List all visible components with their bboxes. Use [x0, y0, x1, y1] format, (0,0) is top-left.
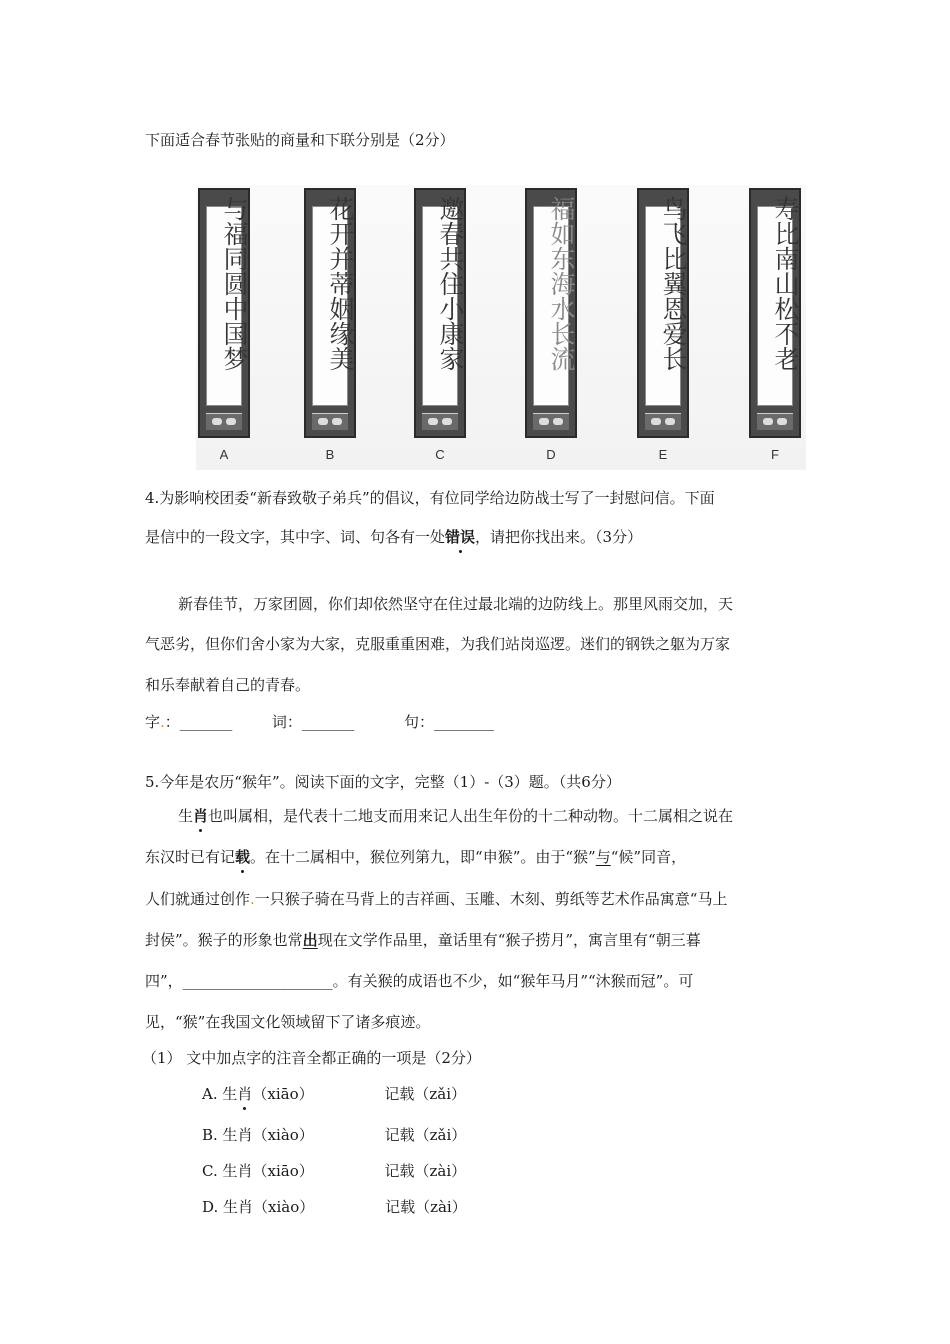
couplet-text-d: 福如东海水长流: [547, 196, 576, 371]
couplet-text-b: 花开并蒂姻缘美: [326, 196, 355, 371]
couplet-figure: [196, 185, 806, 470]
answer-ju-blank: 句：________: [403, 713, 494, 731]
q5-para-line-1: 生肖也叫属相，是代表十二地支而用来记人出生年份的十二种动物。十二属相之说在: [178, 807, 734, 825]
answer-zi-label: 字: [145, 713, 161, 731]
q5-sub-1: （1） 文中加点字的注音全都正确的一项是（2分）: [142, 1049, 481, 1067]
option-d: D. 生肖（xiào） 记载（zài）: [202, 1198, 467, 1216]
letter-line-2: 气恶劣，但你们舍小家为大家，克服重重困难，为我们站岗巡逻。迷们的钢铁之躯为万家: [145, 635, 731, 653]
couplet-scroll-b: [304, 188, 356, 438]
couplet-label-d: D: [546, 447, 556, 462]
couplet-label-c: C: [435, 447, 445, 462]
couplet-label-a: A: [219, 447, 229, 462]
couplet-scroll-e: [637, 188, 689, 438]
emphasis-error: 错误: [445, 528, 476, 546]
answer-zi-blank: ：_______: [164, 713, 233, 731]
couplet-scroll-a: [198, 188, 250, 438]
option-a: A. 生肖（xiāo） 记载（zǎi）: [202, 1085, 467, 1103]
couplet-label-f: F: [771, 447, 779, 462]
couplet-scroll-f: [749, 188, 801, 438]
q4-line-1: 4.为影响校团委“新春致敬子弟兵”的倡议，有位同学给边防战士写了一封慰问信。下面: [145, 489, 715, 507]
q5-title: 5.今年是农历“猴年”。阅读下面的文字，完整（1）-（3）题。（共6分）: [145, 773, 621, 791]
couplet-text-c: 邀春共住小康家: [436, 196, 465, 371]
q4-line-2: 是信中的一段文字，其中字、词、句各有一处错误，请把你找出来。（3分）: [145, 528, 643, 546]
answer-row: 字.：_______ 词：_______ 句：________: [145, 713, 494, 731]
couplet-label-e: E: [658, 447, 668, 462]
letter-line-1: 新春佳节，万家团圆，你们却依然坚守在住过最北端的边防线上。那里风雨交加，天: [178, 595, 734, 613]
couplet-text-f: 寿比南山松不老: [771, 196, 800, 371]
couplet-scroll-c: [414, 188, 466, 438]
letter-line-3: 和乐奉献着自己的青春。: [145, 676, 311, 694]
option-b: B. 生肖（xiào） 记载（zǎi）: [202, 1126, 467, 1144]
q5-para-line-5: 四”，____________________。有关猴的成语也不少，如“猴年马月”“沐猴而冠”。可: [145, 972, 694, 990]
q5-para-line-3: 人们就通过创作.一只猴子骑在马背上的吉祥画、玉雕、木刻、剪纸等艺术作品寓意“马上: [145, 890, 728, 908]
answer-ci-blank: 词：_______: [271, 713, 355, 731]
q5-para-line-2: 东汉时已有记载。在十二属相中，猴位列第九，即“申猴”。由于“猴”与“候”同音，: [145, 848, 687, 866]
q5-para-line-4: 封侯”。猴子的形象也常出现在文学作品里，童话里有“猴子捞月”，寓言里有“朝三暮: [145, 931, 701, 949]
couplet-text-e: 鸟飞比翼恩爱长: [659, 196, 688, 371]
option-c: C. 生肖（xiāo） 记载（zài）: [202, 1162, 467, 1180]
couplet-label-b: B: [325, 447, 335, 462]
q5-para-line-6: 见，“猴”在我国文化领域留下了诸多痕迹。: [145, 1013, 431, 1031]
couplet-scroll-d: [525, 188, 577, 438]
q3-prompt: 下面适合春节张贴的商量和下联分别是（2分）: [145, 131, 455, 149]
couplet-text-a: 与福同圆中国梦: [220, 196, 249, 371]
fill-blank: ____________________: [182, 972, 333, 990]
